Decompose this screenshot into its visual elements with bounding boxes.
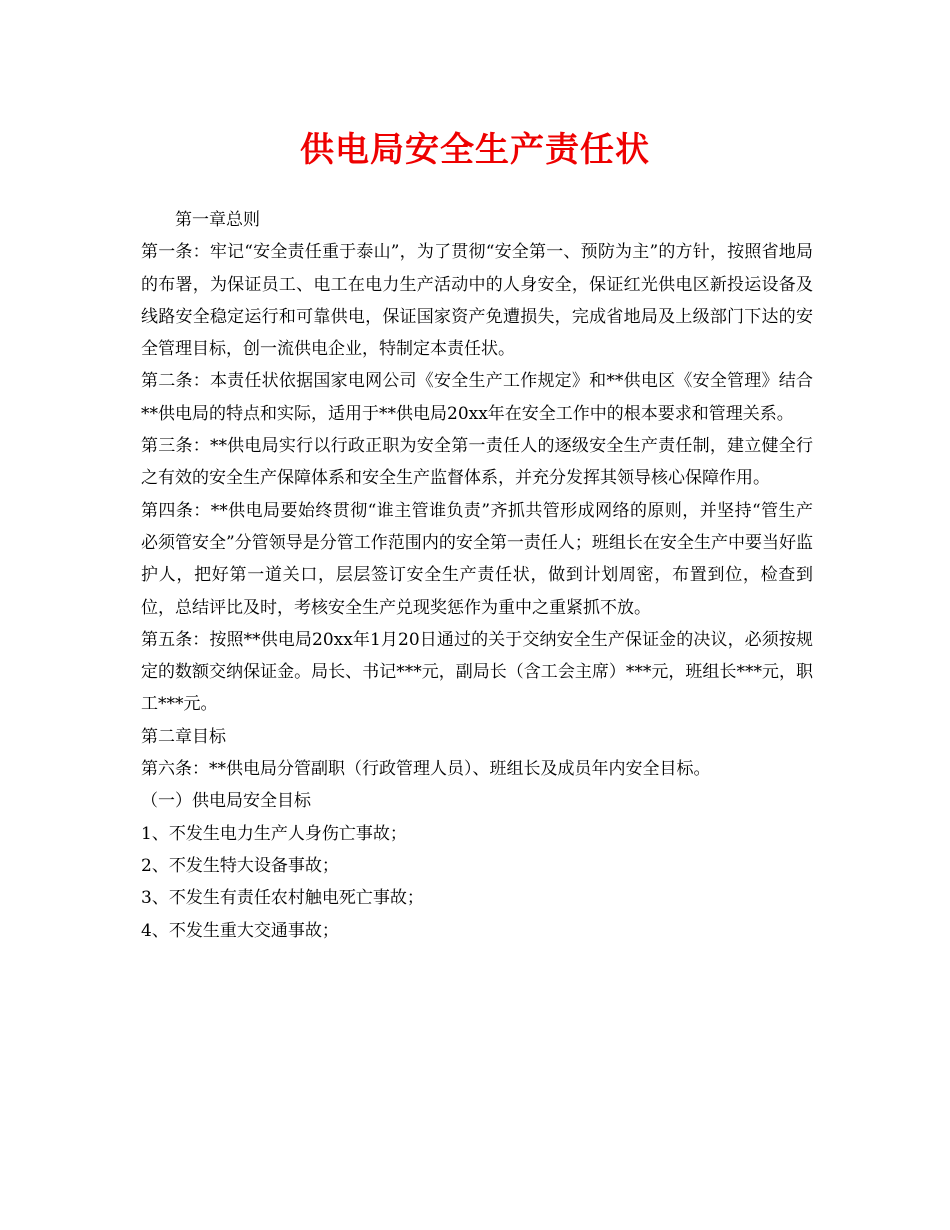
article-paragraph: 第五条：按照**供电局20xx年1月20日通过的关于交纳安全生产保证金的决议，必须按规定的数额交纳保证金。局长、书记***元，副局长（含工会主席）***元，班组长***元，职工***元。 — [141, 629, 813, 715]
article-paragraph: 第三条：**供电局实行以行政正职为安全第一责任人的逐级安全生产责任制，建立健全行之有效的安全生产保障体系和安全生产监督体系，并充分发挥其领导核心保障作用。 — [141, 436, 813, 489]
article-paragraph: 第四条：**供电局要始终贯彻“谁主管谁负责”齐抓共管形成网络的原则，并坚持“管生产必须管安全”分管领导是分管工作范围内的安全第一责任人；班组长在安全生产中要当好监护人，把好第一道关口，层层签订安全生产责任状，做到计划周密，布置到位，检查到位，总结评比及时，考核安全生产兑现奖惩作为重中之重紧抓不放。 — [141, 500, 813, 618]
chapter-heading: 第一章总则 — [175, 210, 260, 230]
list-item: 1、不发生电力生产人身伤亡事故； — [141, 823, 407, 844]
chapter-heading: 第二章目标 — [141, 726, 226, 747]
article-paragraph: 第一条：牢记“安全责任重于泰山”，为了贯彻“安全第一、预防为主”的方针，按照省地局的布署，为保证员工、电工在电力生产活动中的人身安全，保证红光供电区新投运设备及线路安全稳定运行和可靠供电，保证国家资产免遭损失，完成省地局及上级部门下达的安全管理目标，创一流供电企业，特制定本责任状。 — [141, 242, 813, 360]
list-item: 3、不发生有责任农村触电死亡事故； — [141, 888, 424, 909]
article-paragraph: 第二条：本责任状依据国家电网公司《安全生产工作规定》和**供电区《安全管理》结合**供电局的特点和实际，适用于**供电局20xx年在安全工作中的根本要求和管理关系。 — [141, 371, 813, 424]
document-body — [141, 204, 813, 947]
list-item: 4、不发生重大交通事故； — [141, 920, 339, 941]
section-heading: （一）供电局安全目标 — [141, 791, 311, 812]
article-paragraph: 第六条：**供电局分管副职（行政管理人员）、班组长及成员年内安全目标。 — [141, 759, 711, 780]
list-item: 2、不发生特大设备事故； — [141, 855, 339, 876]
document-title: 供电局安全生产责任状 — [300, 130, 650, 170]
